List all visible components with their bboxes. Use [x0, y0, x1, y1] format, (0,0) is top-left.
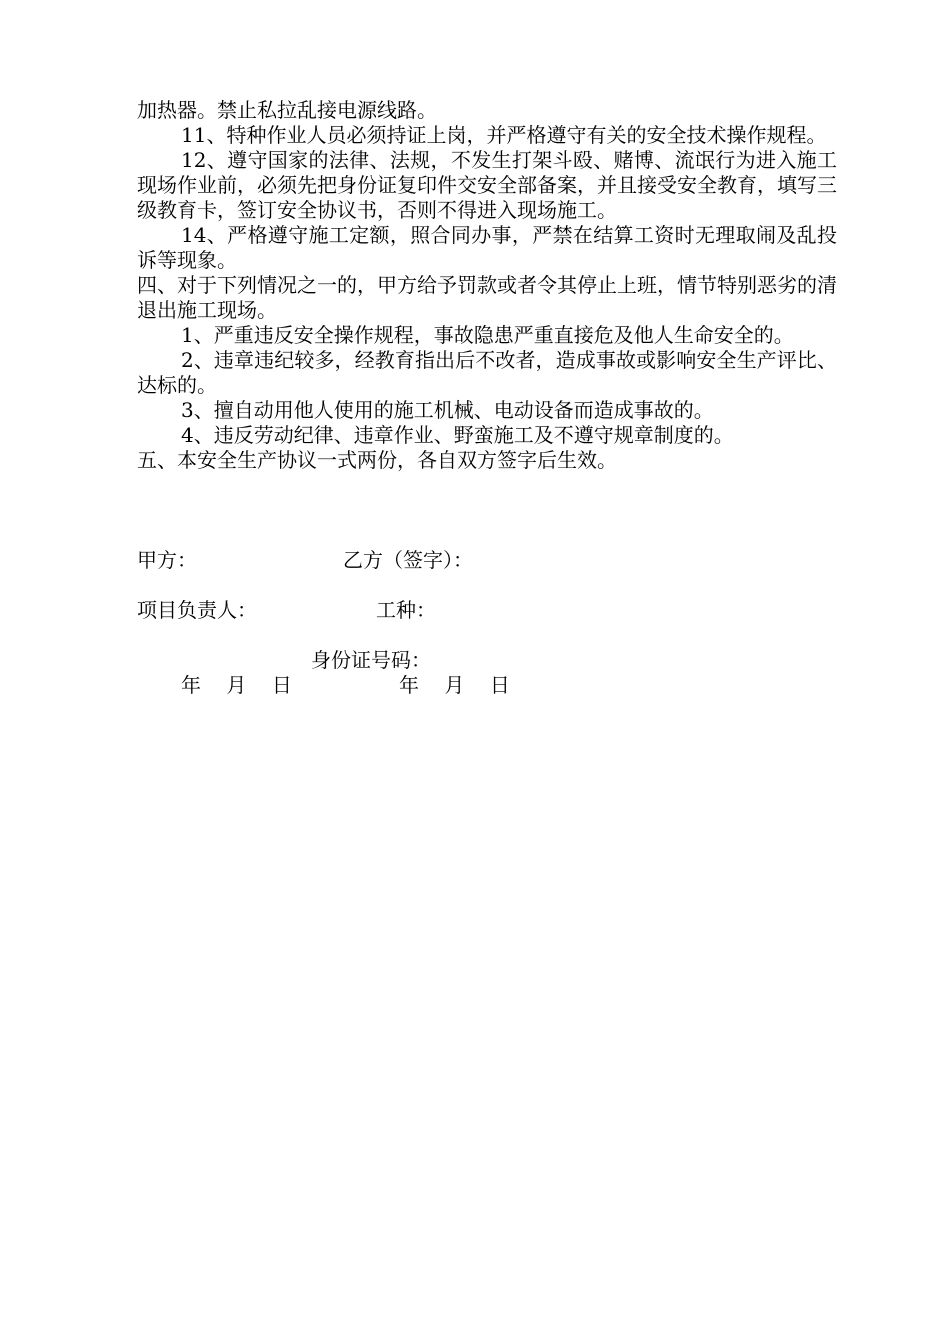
clause-12: 12、遵守国家的法律、法规，不发生打架斗殴、赌博、流氓行为进入施工现场作业前，必须先把身份证复印件交安全部备案，并且接受安全教育，填写三级教育卡，签订安全协议书，否则不得进入现场施工。 [137, 148, 837, 222]
date-party-b: 年 月 日 [399, 673, 510, 697]
paragraph-continuation: 加热器。禁止私拉乱接电源线路。 [137, 98, 437, 122]
section-four-item-2: 2、违章违纪较多，经教育指出后不改者，造成事故或影响安全生产评比、达标的。 [137, 348, 837, 397]
id-number-label: 身份证号码： [311, 648, 431, 672]
section-four-item-1: 1、严重违反安全操作规程，事故隐患严重直接危及他人生命安全的。 [181, 323, 794, 347]
date-party-a: 年 月 日 [181, 673, 292, 697]
section-four-item-4: 4、违反劳动纪律、违章作业、野蛮施工及不遵守规章制度的。 [181, 423, 734, 447]
party-b-label: 乙方（签字）： [343, 548, 473, 572]
job-type-label: 工种： [376, 598, 436, 622]
section-four: 四、对于下列情况之一的，甲方给予罚款或者令其停止上班，情节特别恶劣的清退出施工现场。 [137, 273, 837, 322]
section-five: 五、本安全生产协议一式两份，各自双方签字后生效。 [137, 448, 617, 472]
clause-11: 11、特种作业人员必须持证上岗，并严格遵守有关的安全技术操作规程。 [181, 123, 827, 147]
clause-14: 14、严格遵守施工定额，照合同办事，严禁在结算工资时无理取闹及乱投诉等现象。 [137, 223, 837, 272]
project-manager-label: 项目负责人： [137, 598, 257, 622]
section-four-item-3: 3、擅自动用他人使用的施工机械、电动设备而造成事故的。 [181, 398, 714, 422]
party-a-label: 甲方： [137, 548, 197, 572]
agreement-body [137, 98, 837, 473]
